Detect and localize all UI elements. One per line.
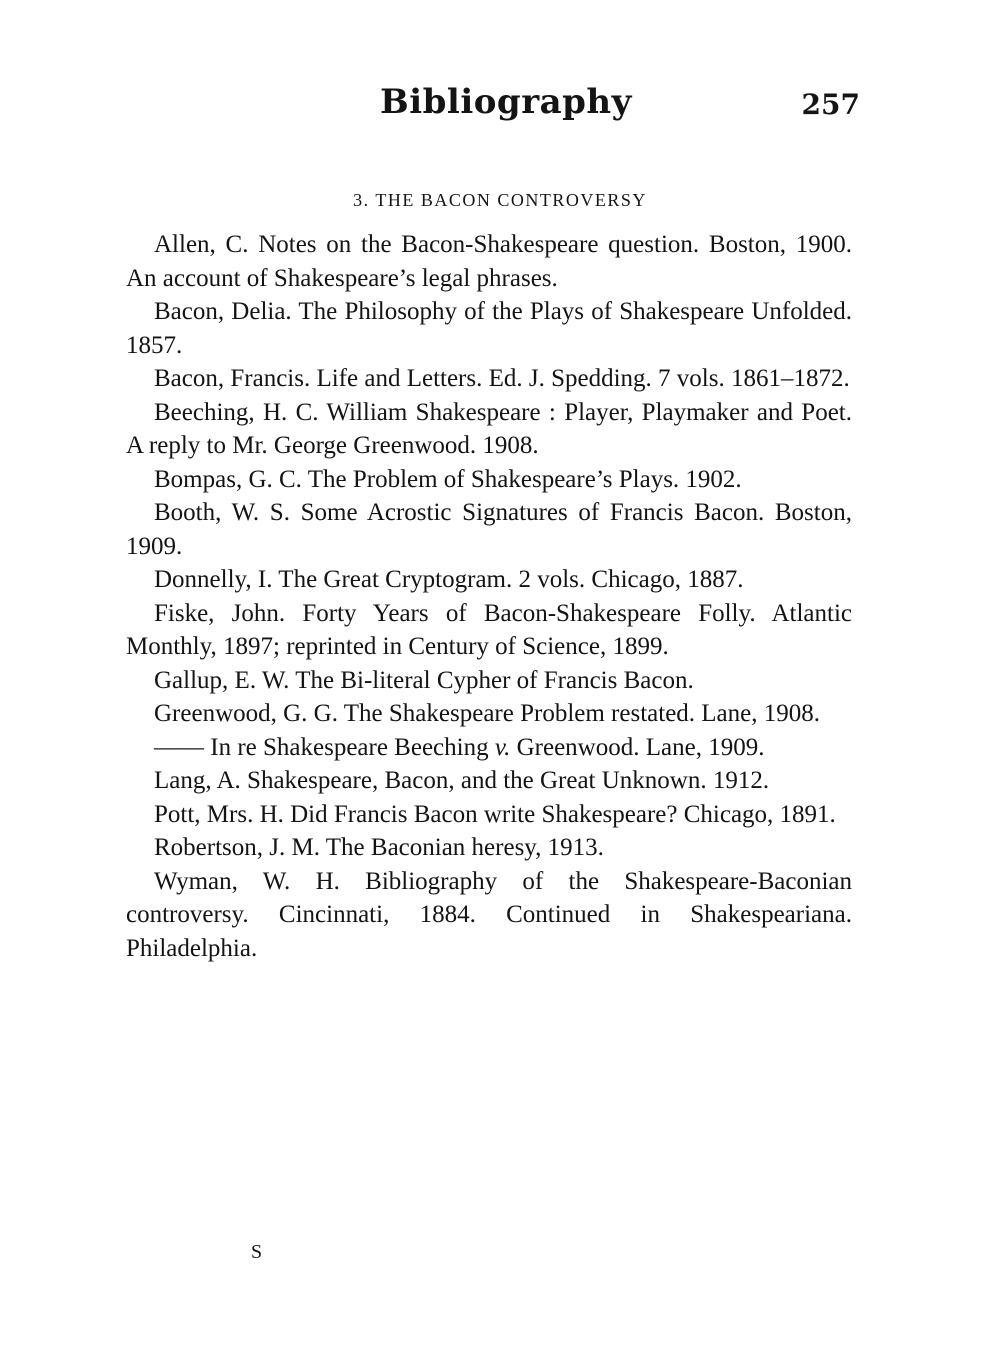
bibliography-entry-bompas: Bompas, G. C. The Problem of Shakespeare’s Plays. 1902. [154, 465, 742, 493]
signature-mark: S [251, 1241, 263, 1263]
bibliography-entry-gallup: Gallup, E. W. The Bi-literal Cypher of Francis Bacon. [154, 666, 694, 694]
running-title: Bibliography [380, 82, 632, 122]
bibliography-entry-allen: Allen, C. Notes on the Bacon-Shakespeare question. Boston, 1900. An account of Shakespeare’s legal phrases. [126, 231, 852, 292]
bibliography-entry-robertson: Robertson, J. M. The Baconian heresy, 1913. [154, 834, 604, 861]
bibliography-entry-greenwood-2 [126, 731, 852, 765]
section-heading: 3. THE BACON CONTROVERSY [353, 190, 647, 210]
bibliography-entry-bacon-francis: Bacon, Francis. Life and Letters. Ed. J. Spedding. 7 vols. 1861–1872. [154, 365, 850, 392]
bibliography-entry-donnelly: Donnelly, I. The Great Cryptogram. 2 vols. Chicago, 1887. [154, 566, 744, 593]
bibliography-entry-beeching: Beeching, H. C. William Shakespeare : Player, Playmaker and Poet. A reply to Mr. George Greenwood. 1908. [126, 398, 852, 459]
entry-italic-versus: v. [494, 733, 511, 761]
page-number: 257 [801, 88, 860, 121]
running-head [0, 78, 1000, 128]
bibliography-entry-wyman: Wyman, W. H. Bibliography of the Shakespeare-Baconian controversy. Cincinnati, 1884. Continued in Shakespeariana. Philadelphia. [126, 867, 852, 962]
bibliography-entry-pott: Pott, Mrs. H. Did Francis Bacon write Shakespeare? Chicago, 1891. [154, 800, 836, 828]
bibliography-entry-bacon-delia: Bacon, Delia. The Philosophy of the Plays of Shakespeare Unfolded. 1857. [126, 298, 852, 359]
entry-text-after: Greenwood. Lane, 1909. [510, 733, 765, 761]
entry-text-before: —— In re Shakespeare Beeching [154, 733, 495, 761]
bibliography-entry-lang: Lang, A. Shakespeare, Bacon, and the Great Unknown. 1912. [154, 767, 770, 794]
bibliography-entry-greenwood: Greenwood, G. G. The Shakespeare Problem restated. Lane, 1908. [154, 700, 821, 727]
bibliography-entry-booth: Booth, W. S. Some Acrostic Signatures of Francis Bacon. Boston, 1909. [126, 499, 852, 560]
bibliography-list [126, 228, 852, 965]
bibliography-entry-fiske: Fiske, John. Forty Years of Bacon-Shakespeare Folly. Atlantic Monthly, 1897; reprinted in Century of Science, 1899. [126, 599, 852, 660]
